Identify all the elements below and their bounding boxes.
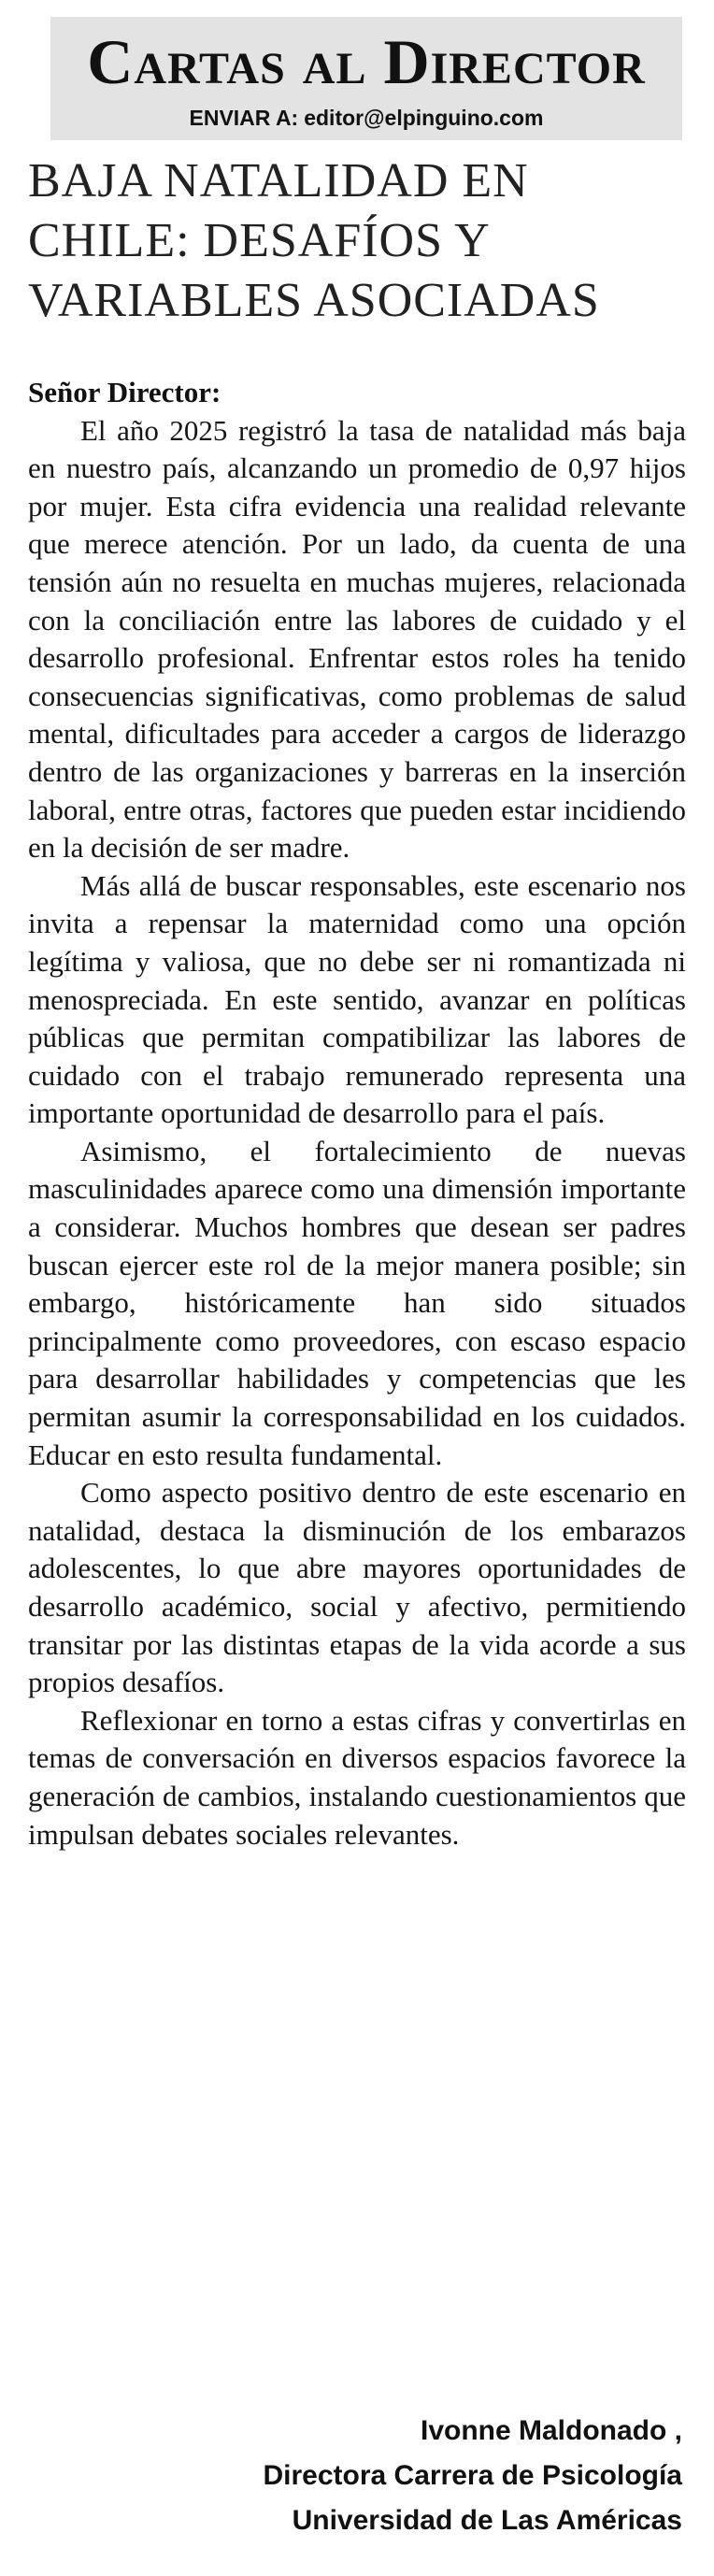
letter-paragraph: Reflexionar en torno a estas cifras y convertirlas en temas de conversación en diversos espacios favorece la generación de cambios, instalando cuestionamientos que impulsan debates sociales relevantes.: [28, 1703, 686, 1851]
letter-headline: [28, 151, 686, 331]
salutation: Señor Director:: [28, 376, 221, 408]
headline-line: CHILE: DESAFÍOS Y: [28, 214, 491, 267]
signature-block: [263, 2409, 682, 2543]
letter-body: [28, 374, 686, 1853]
section-header: [50, 17, 682, 140]
author-institution: Universidad de Las Américas: [292, 2505, 682, 2536]
headline-line: VARIABLES ASOCIADAS: [28, 274, 600, 327]
headline-line: BAJA NATALIDAD EN: [28, 154, 529, 208]
letter-paragraph: Más allá de buscar responsables, este escenario nos invita a repensar la maternidad como una opción legítima y valiosa, que no debe ser ni romantizada ni menospreciada. En este sentido, avanzar en políticas públicas que permitan compatibilizar las labores de cuidado con el trabajo remunerado representa una importante oportunidad de desarrollo para el país.: [28, 868, 686, 1130]
letter-paragraph: El año 2025 registró la tasa de natalidad más baja en nuestro país, alcanzando un promedio de 0,97 hijos por mujer. Esta cifra evidencia una realidad relevante que merece atención. Por un lado, da cuenta de una tensión aún no resuelta en muchas mujeres, relacionada con la conciliación entre las labores de cuidado y el desarrollo profesional. Enfrentar estos roles ha tenido consecuencias significativas, como problemas de salud mental, dificultades para acceder a cargos de liderazgo dentro de las organizaciones y barreras en la inserción laboral, entre otras, factores que pueden estar incidiendo en la decisión de ser madre.: [28, 413, 686, 865]
submission-line: [50, 105, 682, 131]
send-label: ENVIAR A:: [189, 106, 299, 130]
letter-paragraph: Como aspecto positivo dentro de este escenario en natalidad, destaca la disminución de los embarazos adolescentes, lo que abre mayores oportunidades de desarrollo académico, social y afectivo, permitiendo transitar por las distintas etapas de la vida acorde a sus propios desafíos.: [28, 1476, 686, 1699]
author-name: Ivonne Maldonado ,: [420, 2415, 682, 2446]
section-title: Cartas al Director: [87, 26, 646, 97]
letter-paragraph: Asimismo, el fortalecimiento de nuevas masculinidades aparece como una dimensión importante a considerar. Muchos hombres que desean ser padres buscan ejercer este rol de la mejor manera posible; sin embargo, históricamente han sido situados principalmente como proveedores, con escaso espacio para desarrollar habilidades y competencias que les permitan asumir la corresponsabilidad en los cuidados. Educar en esto resulta fundamental.: [28, 1134, 686, 1471]
author-role: Directora Carrera de Psicología: [263, 2460, 682, 2491]
editor-email: editor@elpinguino.com: [304, 106, 544, 130]
